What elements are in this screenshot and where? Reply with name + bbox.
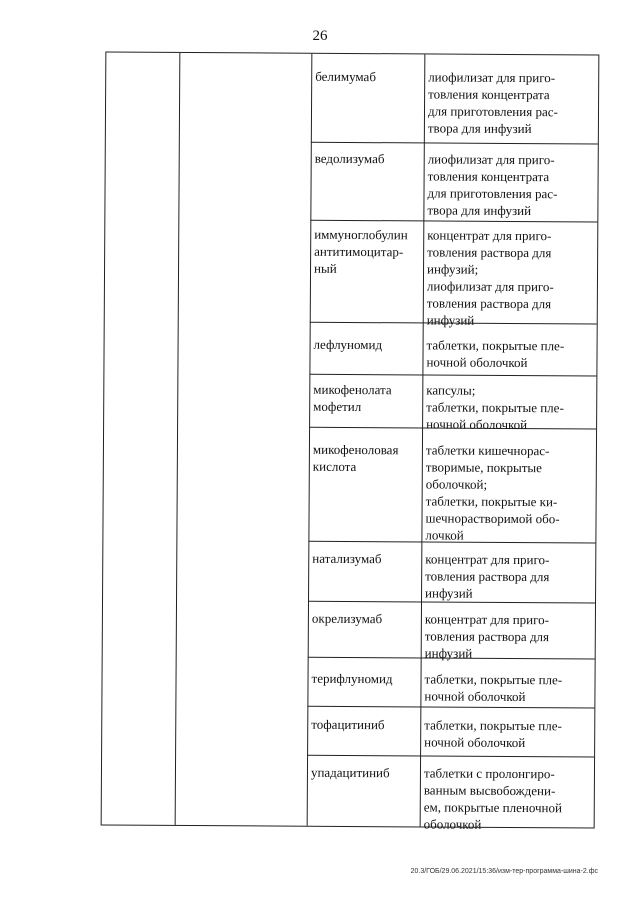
dosage-form: капсулы; таблетки, покрытые пле- ночной оболочкой: [426, 382, 564, 433]
row-divider: [309, 374, 596, 377]
drug-name: микофеноловая кислота: [312, 441, 399, 475]
drug-name: микофенолата мофетил: [313, 381, 392, 415]
row-divider: [311, 142, 598, 145]
drug-table: [101, 51, 600, 832]
row-divider: [307, 755, 594, 758]
dosage-form: лиофилизат для приго- товления концентрата для приготовления рас- твора для инфузий: [427, 151, 558, 219]
drug-name: терифлуномид: [311, 670, 393, 687]
dosage-form: таблетки, покрытые пле- ночной оболочкой: [424, 717, 562, 751]
dosage-form: концентрат для приго- товления раствора для инфузий: [425, 551, 550, 601]
dosage-form: таблетки, покрытые пле- ночной оболочкой: [424, 671, 563, 705]
drug-name: упадацитиниб: [310, 764, 390, 781]
column-divider: [175, 53, 181, 825]
document-footer: 20.3/ГОБ/29.06.2021/15:36/изм-тер-программа-шина-2.фс: [410, 868, 598, 875]
drug-name: лефлуномид: [313, 336, 383, 353]
row-divider: [310, 220, 597, 223]
drug-name: тофацитиниб: [311, 716, 385, 733]
dosage-form: таблетки кишечнорас- творимые, покрытые оболочкой; таблетки, покрытые ки- шечнорастворимой обо- лочкой: [425, 442, 560, 543]
row-divider: [307, 706, 594, 709]
page-number: 26: [312, 28, 328, 44]
drug-name: ведолизумаб: [314, 150, 385, 167]
dosage-form: таблетки с пролонгиро- ванным высвобождени- ем, покрытые пленочной оболочкой: [423, 765, 563, 832]
drug-name: белимумаб: [315, 68, 377, 85]
dosage-form: лиофилизат для приго- товления концентрата для приготовления рас- твора для инфузий: [427, 69, 558, 137]
dosage-form: таблетки, покрытые пле- ночной оболочкой: [426, 337, 565, 371]
drug-name: иммуноглобулин антитимоцитар- ный: [314, 226, 408, 276]
column-divider: [307, 54, 313, 826]
drug-name: натализумаб: [312, 550, 382, 567]
dosage-form: концентрат для приго- товления раствора для инфузий: [424, 611, 550, 661]
dosage-form: концентрат для приго- товления раствора для инфузий; лиофилизат для приго- товления раствора для инфузий: [426, 227, 554, 328]
drug-name: окрелизумаб: [311, 610, 383, 627]
